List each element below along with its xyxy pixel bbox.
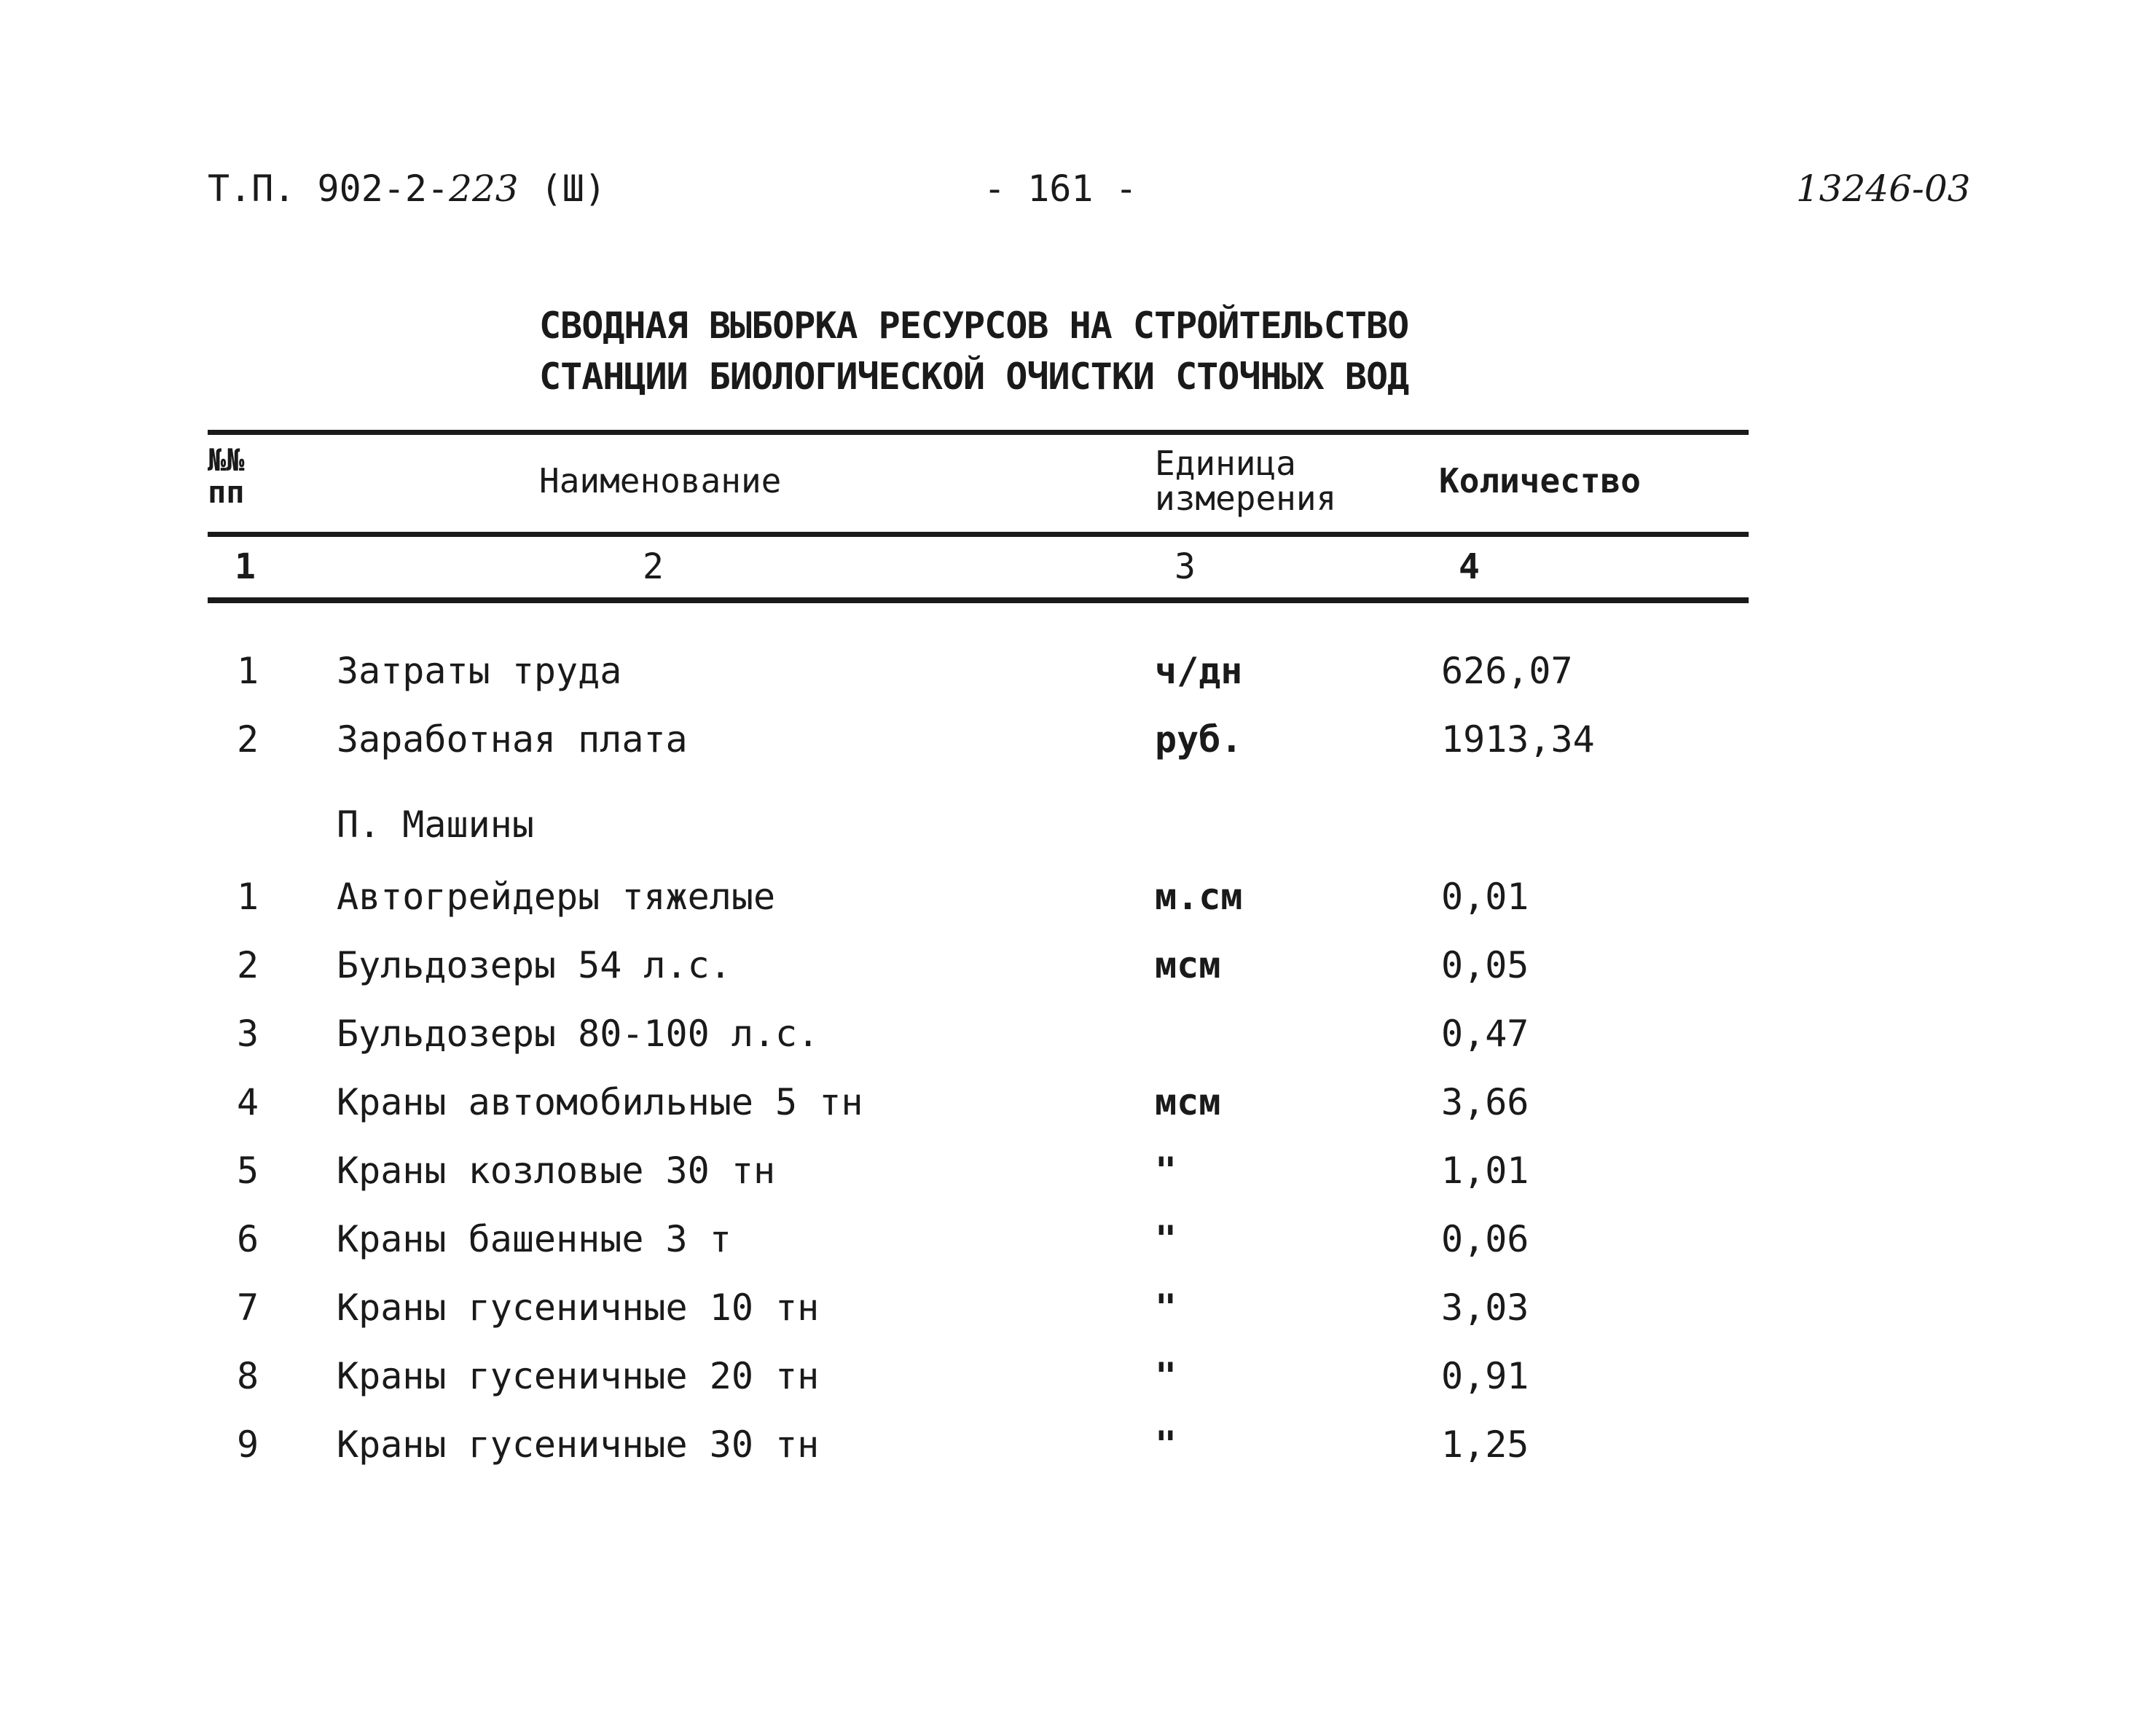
row-name: Бульдозеры 80-100 л.с. xyxy=(337,1013,820,1055)
row-quantity: 0,01 xyxy=(1441,876,1529,918)
column-number-2: 2 xyxy=(643,546,664,587)
row-unit: " xyxy=(1155,1423,1177,1466)
row-number: 1 xyxy=(236,650,259,692)
row-quantity: 626,07 xyxy=(1441,650,1573,692)
table-row xyxy=(0,718,2153,769)
row-unit: " xyxy=(1155,1218,1177,1260)
table-row xyxy=(0,944,2153,995)
column-number-3: 3 xyxy=(1174,546,1196,587)
document-code-prefix: Т.П. 902-2- xyxy=(208,168,450,210)
header-quantity: Количество xyxy=(1439,461,1641,500)
row-number: 4 xyxy=(236,1081,259,1123)
page-number: - 161 - xyxy=(984,168,1137,210)
table-row xyxy=(0,1423,2153,1474)
row-quantity: 1913,34 xyxy=(1441,718,1595,761)
row-name: Бульдозеры 54 л.с. xyxy=(337,944,732,986)
row-number: 2 xyxy=(236,718,259,761)
table-row xyxy=(0,650,2153,701)
header-unit-line-2: измерения xyxy=(1155,479,1337,518)
table-row xyxy=(0,1218,2153,1269)
row-unit: руб. xyxy=(1155,718,1243,761)
table-header-rule xyxy=(208,532,1749,537)
row-unit: " xyxy=(1155,1150,1177,1192)
row-quantity: 0,05 xyxy=(1441,944,1529,986)
column-number-1: 1 xyxy=(235,546,256,587)
header-unit xyxy=(1155,446,1336,516)
row-quantity: 3,03 xyxy=(1441,1287,1529,1329)
row-number: 1 xyxy=(236,876,259,918)
row-number: 8 xyxy=(236,1355,259,1397)
title-line-2: СТАНЦИИ БИОЛОГИЧЕСКОЙ ОЧИСТКИ СТОЧНЫХ ВОД xyxy=(539,356,1409,398)
header-unit-line-1: Единица xyxy=(1155,444,1296,483)
row-unit: ч/дн xyxy=(1155,650,1243,692)
section-title: П. Машины xyxy=(337,804,534,846)
row-quantity: 3,66 xyxy=(1441,1081,1529,1123)
header-number-line-2: пп xyxy=(208,474,245,510)
table-row xyxy=(0,1150,2153,1201)
row-number: 5 xyxy=(236,1150,259,1192)
document-code xyxy=(208,168,606,210)
row-name: Краны козловые 30 тн xyxy=(337,1150,776,1192)
row-name: Краны башенные 3 т xyxy=(337,1218,732,1260)
table-row xyxy=(0,1355,2153,1406)
row-quantity: 0,06 xyxy=(1441,1218,1529,1260)
table-body-rule xyxy=(208,597,1749,603)
header-number-line-1: №№ xyxy=(208,442,245,478)
row-number: 9 xyxy=(236,1423,259,1466)
row-number: 2 xyxy=(236,944,259,986)
row-name: Краны гусеничные 10 тн xyxy=(337,1287,820,1329)
row-unit: м.см xyxy=(1155,876,1243,918)
row-name: Заработная плата xyxy=(337,718,688,761)
document-code-handwritten: 223 xyxy=(449,168,519,210)
title-line-1: СВОДНАЯ ВЫБОРКА РЕСУРСОВ НА СТРОЙТЕЛЬСТВО xyxy=(539,305,1409,347)
document-id: 13246-03 xyxy=(1796,168,1971,210)
row-unit: мсм xyxy=(1155,944,1221,986)
row-quantity: 0,47 xyxy=(1441,1013,1529,1055)
table-row xyxy=(0,1287,2153,1338)
document-code-suffix: (Ш) xyxy=(518,168,606,210)
table-row xyxy=(0,876,2153,927)
table-row xyxy=(0,1013,2153,1064)
row-number: 3 xyxy=(236,1013,259,1055)
column-number-4: 4 xyxy=(1459,546,1480,587)
row-quantity: 1,25 xyxy=(1441,1423,1529,1466)
row-unit: мсм xyxy=(1155,1081,1221,1123)
row-unit: " xyxy=(1155,1355,1177,1397)
table-top-rule xyxy=(208,430,1749,435)
row-quantity: 0,91 xyxy=(1441,1355,1529,1397)
row-name: Автогрейдеры тяжелые xyxy=(337,876,776,918)
row-number: 6 xyxy=(236,1218,259,1260)
row-name: Краны гусеничные 30 тн xyxy=(337,1423,820,1466)
row-number: 7 xyxy=(236,1287,259,1329)
table-row xyxy=(0,1081,2153,1132)
row-unit: " xyxy=(1155,1287,1177,1329)
header-name: Наименование xyxy=(539,461,782,500)
row-name: Краны автомобильные 5 тн xyxy=(337,1081,863,1123)
header-number xyxy=(208,444,245,508)
row-name: Краны гусеничные 20 тн xyxy=(337,1355,820,1397)
row-quantity: 1,01 xyxy=(1441,1150,1529,1192)
row-name: Затраты труда xyxy=(337,650,622,692)
